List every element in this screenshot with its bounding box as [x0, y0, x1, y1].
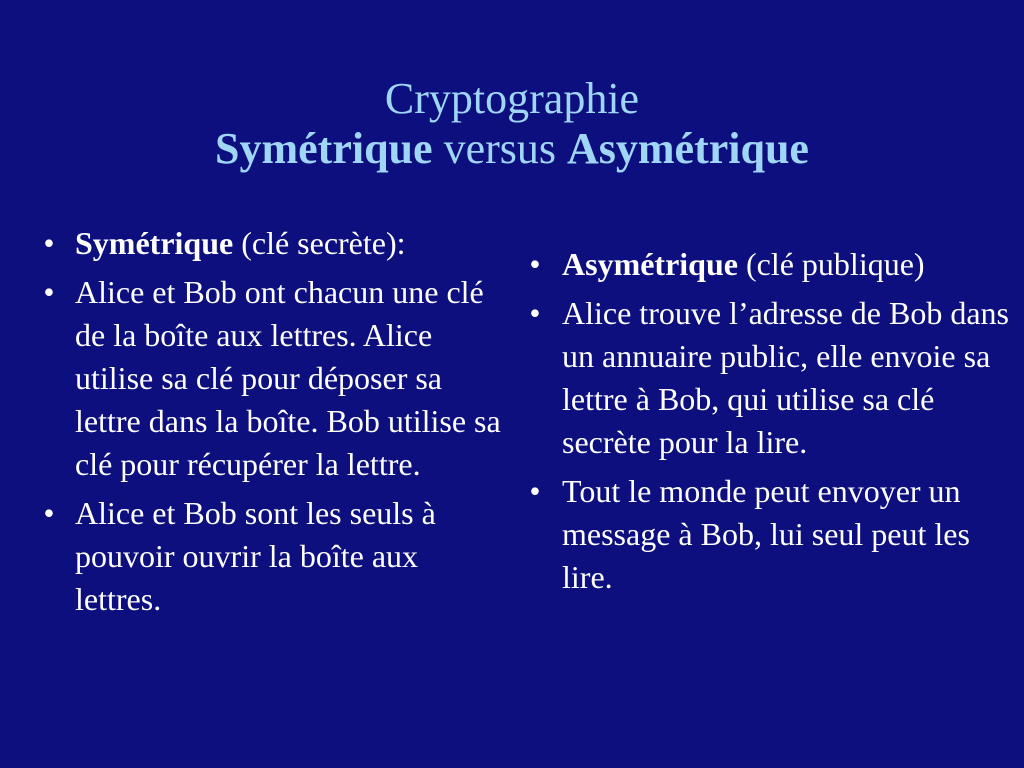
list-item-text: Tout le monde peut envoyer un message à Bob, lui seul peut les lire.	[562, 473, 970, 595]
bullet-icon: •	[43, 495, 55, 531]
list-item	[520, 292, 1020, 464]
list-item	[520, 470, 1020, 599]
right-column	[520, 243, 1020, 605]
bullet-icon: •	[529, 295, 541, 331]
title-line-2	[0, 124, 1024, 174]
title-line-1: Cryptographie	[384, 74, 640, 123]
bullet-icon: •	[43, 225, 55, 261]
list-item-text: Alice et Bob ont chacun une clé de la boîte aux lettres. Alice utilise sa clé pour déposer sa lettre dans la boîte. Bob utilise sa clé pour récupérer la lettre.	[75, 274, 501, 482]
left-bullet-list	[34, 222, 504, 621]
list-item-text: Alice et Bob sont les seuls à pouvoir ouvrir la boîte aux lettres.	[75, 495, 436, 617]
right-bullet-list	[520, 243, 1020, 599]
list-item-text: (clé secrète):	[233, 225, 406, 261]
list-item	[34, 492, 504, 621]
list-item	[34, 271, 504, 486]
slide-title	[0, 74, 1024, 174]
list-item-strong: Asymétrique	[562, 246, 738, 282]
title-asymmetric: Asymétrique	[567, 124, 809, 173]
bullet-icon: •	[529, 246, 541, 282]
list-item-text: Alice trouve l’adresse de Bob dans un annuaire public, elle envoie sa lettre à Bob, qui utilise sa clé secrète pour la lire.	[562, 295, 1009, 460]
title-symmetric: Symétrique	[215, 124, 433, 173]
list-item	[520, 243, 1020, 286]
left-column	[34, 222, 504, 627]
bullet-icon: •	[529, 473, 541, 509]
list-item-text: (clé publique)	[737, 246, 925, 282]
bullet-icon: •	[43, 274, 55, 310]
title-versus: versus	[432, 124, 567, 173]
list-item	[34, 222, 504, 265]
list-item-strong: Symétrique	[75, 225, 234, 261]
